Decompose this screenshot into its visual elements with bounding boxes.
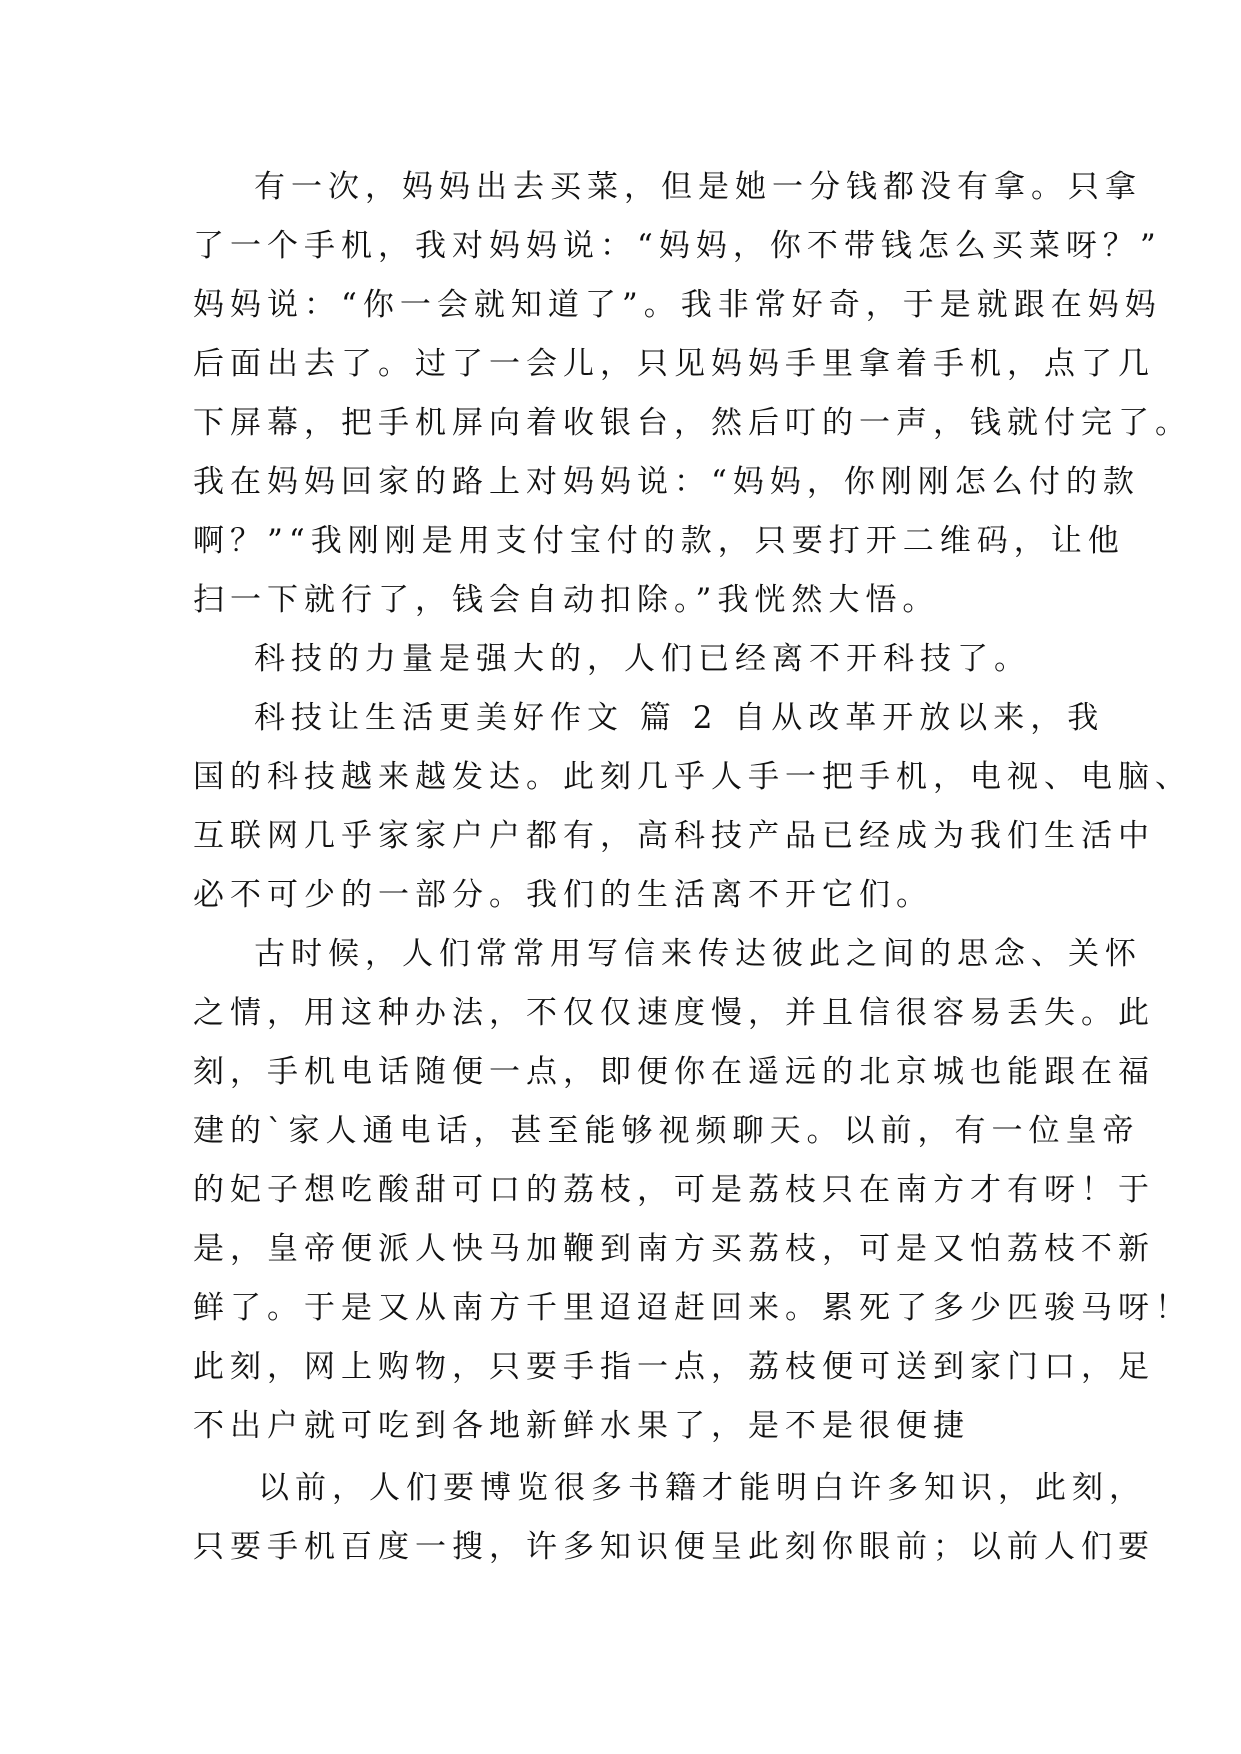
text-line-4: 后面出去了。过了一会儿，只见妈妈手里拿着手机，点了几 [193,346,1155,382]
text-line-21: 此刻，网上购物，只要手指一点，荔枝便可送到家门口，足 [193,1349,1155,1385]
text-line-11: 国的科技越来越发达。此刻几乎人手一把手机，电视、电脑、 [193,759,1192,795]
text-line-6: 我在妈妈回家的路上对妈妈说：“妈妈，你刚刚怎么付的款 [193,464,1140,500]
text-line-19: 是，皇帝便派人快马加鞭到南方买荔枝，可是又怕荔枝不新 [193,1231,1155,1267]
text-line-22: 不出户就可吃到各地新鲜水果了，是不是很便捷 [193,1408,970,1444]
text-line-16: 刻，手机电话随便一点，即便你在遥远的北京城也能跟在福 [193,1054,1155,1090]
text-line-1: 有一次，妈妈出去买菜，但是她一分钱都没有拿。只拿 [254,169,1142,205]
text-line-2: 了一个手机，我对妈妈说：“妈妈，你不带钱怎么买菜呀？” [193,228,1162,264]
text-line-15: 之情，用这种办法，不仅仅速度慢，并且信很容易丢失。此 [193,995,1155,1031]
text-line-7: 啊？”“我刚刚是用支付宝付的款，只要打开二维码，让他 [193,523,1125,559]
text-line-17: 建的`家人通电话，甚至能够视频聊天。以前，有一位皇帝 [193,1113,1140,1149]
text-line-3: 妈妈说：“你一会就知道了”。我非常好奇，于是就跟在妈妈 [193,287,1162,323]
text-line-20: 鲜了。于是又从南方千里迢迢赶回来。累死了多少匹骏马呀！ [193,1290,1192,1326]
text-line-14: 古时候，人们常常用写信来传达彼此之间的思念、关怀 [254,936,1142,972]
text-line-18: 的妃子想吃酸甜可口的荔枝，可是荔枝只在南方才有呀！于 [193,1172,1155,1208]
text-line-12: 互联网几乎家家户户都有，高科技产品已经成为我们生活中 [193,818,1155,854]
text-line-8: 扫一下就行了，钱会自动扣除。”我恍然大悟。 [193,582,940,618]
text-line-10: 科技让生活更美好作文 篇 2 自从改革开放以来，我 [254,700,1105,736]
text-line-9: 科技的力量是强大的，人们已经离不开科技了。 [254,641,1031,677]
text-line-24: 只要手机百度一搜，许多知识便呈此刻你眼前；以前人们要 [193,1529,1155,1565]
text-line-23: 以前，人们要博览很多书籍才能明白许多知识，此刻， [258,1470,1146,1506]
text-line-13: 必不可少的一部分。我们的生活离不开它们。 [193,877,933,913]
text-line-5: 下屏幕，把手机屏向着收银台，然后叮的一声，钱就付完了。 [193,405,1192,441]
